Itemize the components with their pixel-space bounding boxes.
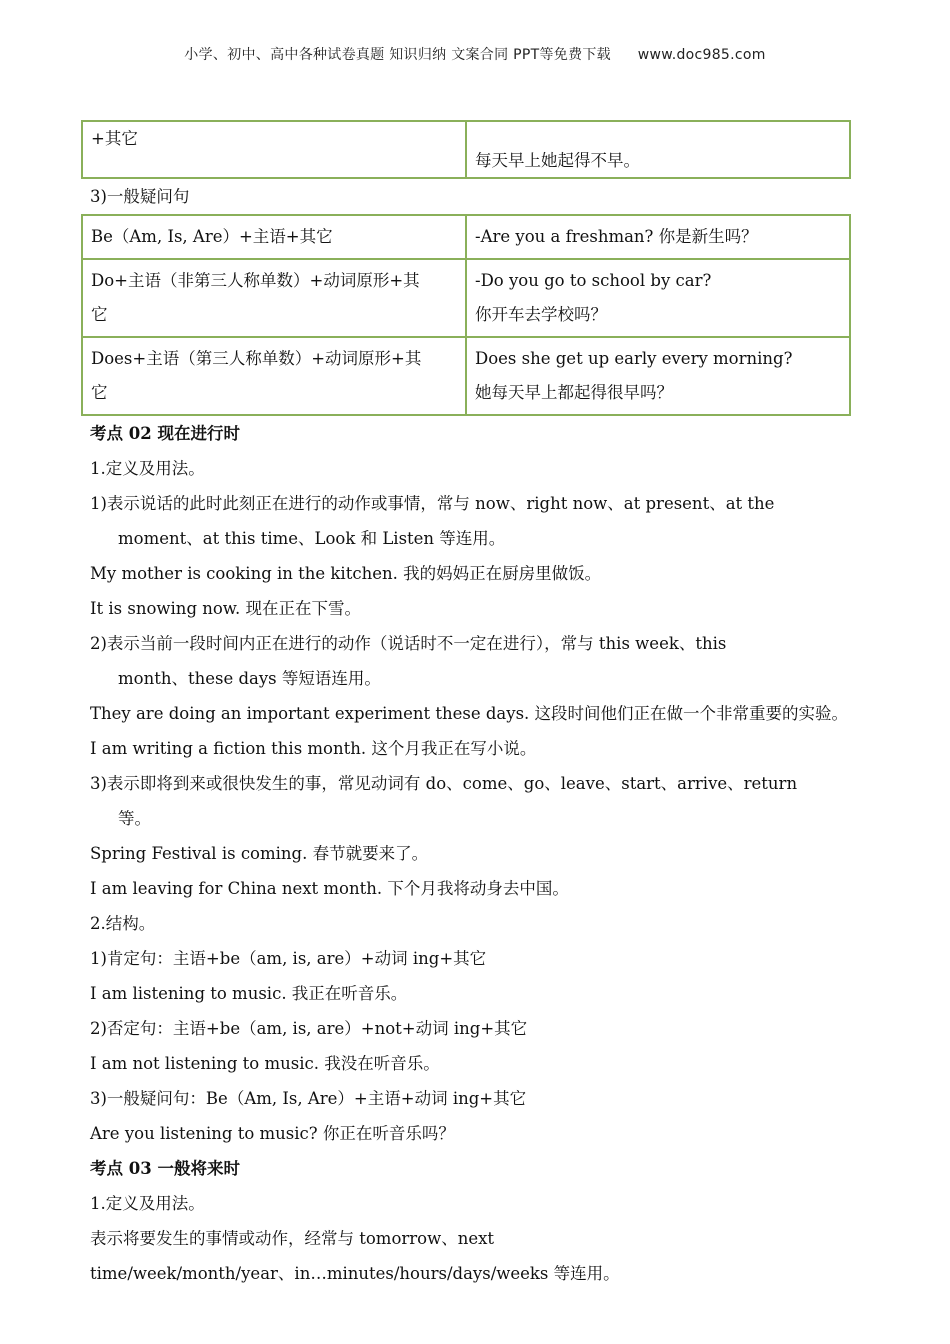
question-heading: 3)一般疑问句 [90,187,190,206]
definition-heading: 1.定义及用法。 [90,1194,205,1213]
usage-2-cont: month、these days 等短语连用。 [118,669,381,688]
usage-1: 1)表示说话的此时此刻正在进行的动作或事情，常与 now、right now、at present、at the [90,494,775,513]
cell-text: 每天早上她起得不早。 [475,151,640,170]
structure-affirmative: 1)肯定句：主语+be（am, is, are）+动词 ing+其它 [90,949,487,968]
cell-text: Does+主语（第三人称单数）+动词原形+其 [91,349,422,368]
cell-text: 你开车去学校吗？ [475,305,607,324]
table-row [82,259,850,337]
table-row [82,337,850,415]
table-row [82,215,850,259]
usage-1-cont: moment、at this time、Look 和 Listen 等连用。 [118,529,506,548]
page-header [0,44,950,64]
usage-3-cont: 等。 [118,809,151,828]
table-cell [466,337,850,415]
example-sentence: I am writing a fiction this month. 这个月我正在写小说。 [90,739,537,758]
cell-text: -Are you a freshman? 你是新生吗？ [475,227,758,246]
example-sentence: They are doing an important experiment these days. 这段时间他们正在做一个非常重要的实验。 [90,704,849,723]
example-sentence: I am listening to music. 我正在听音乐。 [90,984,408,1003]
table-cell [466,259,850,337]
header-text: 小学、初中、高中各种试卷真题 知识归纳 文案合同 PPT等免费下载 [184,47,611,63]
usage-text: 表示将要发生的事情或动作，经常与 tomorrow、next [90,1229,495,1248]
structure-heading: 2.结构。 [90,914,156,933]
usage-text-cont: time/week/month/year、in…minutes/hours/days/weeks 等连用。 [90,1264,620,1283]
top-table [81,120,851,179]
example-sentence: Are you listening to music? 你正在听音乐吗？ [90,1124,455,1143]
table-cell [82,215,466,259]
cell-text: Be（Am, Is, Are）+主语+其它 [91,227,333,246]
cell-text: -Do you go to school by car? [475,271,712,290]
table-cell [466,121,850,178]
cell-text: Do+主语（非第三人称单数）+动词原形+其 [91,271,420,290]
usage-2: 2)表示当前一段时间内正在进行的动作（说话时不一定在进行），常与 this week、this [90,634,727,653]
cell-text: 她每天早上都起得很早吗？ [475,383,673,402]
cell-text: 它 [91,305,108,324]
table-cell [466,215,850,259]
table-cell [82,337,466,415]
structure-negative: 2)否定句：主语+be（am, is, are）+not+动词 ing+其它 [90,1019,528,1038]
example-sentence: I am leaving for China next month. 下个月我将动身去中国。 [90,879,569,898]
example-sentence: I am not listening to music. 我没在听音乐。 [90,1054,440,1073]
header-url[interactable]: www.doc985.com [637,47,766,63]
usage-3: 3)表示即将到来或很快发生的事，常见动词有 do、come、go、leave、start、arrive、return [90,774,798,793]
cell-text: Does she get up early every morning? [475,349,793,368]
document-body [90,120,860,1291]
section-title-02: 考点 02 现在进行时 [90,424,240,443]
example-sentence: It is snowing now. 现在正在下雪。 [90,599,361,618]
table-row [82,121,850,178]
question-table [81,214,851,416]
section-title-03: 考点 03 一般将来时 [90,1159,240,1178]
structure-question: 3)一般疑问句：Be（Am, Is, Are）+主语+动词 ing+其它 [90,1089,527,1108]
example-sentence: Spring Festival is coming. 春节就要来了。 [90,844,429,863]
table-cell [82,259,466,337]
example-sentence: My mother is cooking in the kitchen. 我的妈妈正在厨房里做饭。 [90,564,602,583]
cell-text: 它 [91,383,108,402]
definition-heading: 1.定义及用法。 [90,459,205,478]
table-cell [82,121,466,178]
cell-text: +其它 [91,129,138,148]
